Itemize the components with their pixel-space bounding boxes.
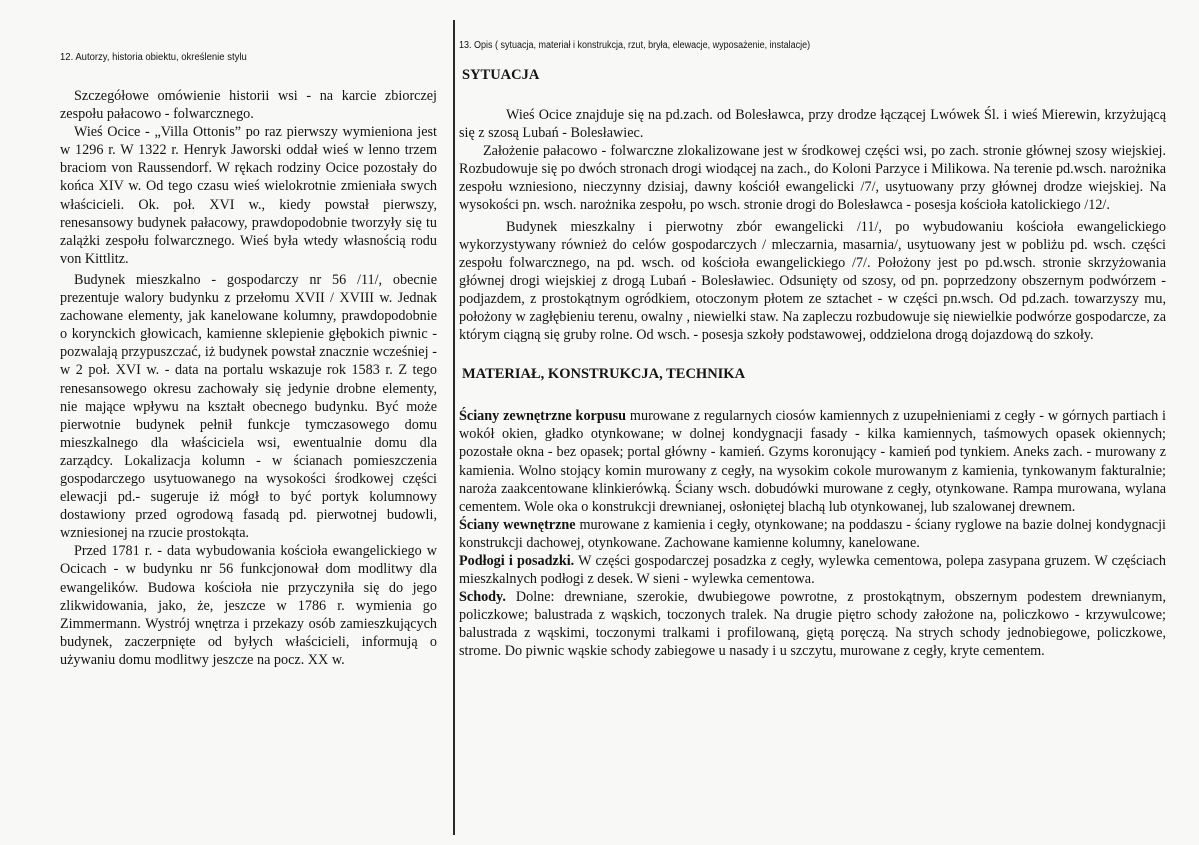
floors-label: Podłogi i posadzki.: [459, 552, 575, 569]
stairs-paragraph: [459, 588, 1166, 660]
situation-text: [459, 106, 1166, 344]
stairs-text: Dolne: drewniane, szerokie, dwubiegowe powrotne, z prostokątnym, obszernym podestem drewnianym, policzkowe; balustrada z wąskich, toczonych tralek. Na drugie piętro schody założone na, policzkowo - krzywulcowe; balustrada z wąskimi, toczonymi tralkami i profilowaną, giętą poręczą. Na strych schody jednobiegowe, policzkowe, strome. Do piwnic wąskie schody zabiegowe u nasady i u szczytu, murowane z cegły, kryte cementem.: [459, 589, 1166, 660]
interior-walls-label: Ściany wewnętrzne: [459, 516, 576, 533]
interior-walls-text: murowane z kamienia i cegły, otynkowane; na poddaszu - ściany ryglowe na bazie dolnej kondygnacji konstrukcji dachowej, otynkowane. Zachowane kamienne kolumny, kanelowane.: [459, 516, 1166, 551]
stairs-label: Schody.: [459, 589, 506, 606]
exterior-walls-paragraph: [459, 407, 1166, 516]
interior-walls-paragraph: [459, 516, 1166, 552]
exterior-walls-text: murowane z regularnych ciosów kamiennych z uzupełnieniami z cegły - w górnych partiach i wokół okien, gładko otynkowane; w dolnej kondygnacji fasady - kilka kamiennych, taśmowych opasek okiennych; pozostałe okna - bez opasek; portal główny - kamień. Gzyms koronujący - kamień pod tynkiem. Aneks zach. - murowany z kamienia. Wolno stojący komin murowany z cegły, na wysokim cokole murowanym z kamienia, tynkowanym fakturalnie; naroża zaakcentowane klinkierówką. Ściany wsch. dobudówki murowane z cegły, otynkowane. Rampa murowana, wylana cementem. Wole oka o konstrukcji drewnianej, osłoniętej blachą lub otynkowanej, lub szalowanej drewnem.: [459, 408, 1167, 515]
situation-paragraph: Budynek mieszkalny i pierwotny zbór ewangelicki /11/, po wybudowaniu kościoła ewangelickiego wykorzystywany również do celów gospodarczych / mleczarnia, masarnia/, usytuowany jest w pobliżu pd. wsch. części zespołu folwarcznego, na pd. wsch. od kościoła ewangelickiego /7/. Położony jest po pd.wsch. stronie skrzyżowania głównej drogi wiejskiej z drogą Lubań - Bolesławiec. Odsunięty od szosy, od pn. poprzedzony obszernym podwórzem - podjazdem, z prostokątnym ogródkiem, otoczonym płotem ze sztachet - w części pn.wsch. Od pd.zach. towarzyszy mu, położony w zagłębieniu terenu, owalny , niewielki staw. Na zapleczu rozbudowuje się niewielkie podwórze gospodarcze, za którym ciągną się gruby rolne. Od wsch. - posesja szkoły podstawowej, oddzielona drogą dojazdową do szkoły.: [459, 218, 1166, 344]
material-heading: MATERIAŁ, KONSTRUKCJA, TECHNIKA: [462, 366, 746, 383]
left-column: [60, 52, 437, 669]
situation-heading: SYTUACJA: [462, 67, 540, 83]
floors-paragraph: [459, 552, 1166, 588]
history-paragraph: Wieś Ocice - „Villa Ottonis” po raz pierwszy wymieniona jest w 1296 r. W 1322 r. Henryk Jaworski oddał wieś w lenno trzem braciom von Raussendorf. W rękach rodziny Ocice pozostały do końca XIV w. Od tego czasu wieś wielokrotnie zmieniała swych właścicieli. Ok. poł. XVI w., kiedy powstał pierwszy, renesansowy budynek pałacowy, prawdopodobnie tworzyły się tu zalążki zespołu folwarcznego. Wieś była wtedy własnością rodu von Kittlitz.: [60, 124, 437, 267]
situation-paragraph: Wieś Ocice znajduje się na pd.zach. od Bolesławca, przy drodze łączącej Lwówek Śl. i wieś Mierewin, krzyżującą się z szosą Lubań - Bolesławiec.: [459, 107, 1166, 142]
right-column: [459, 40, 1166, 661]
exterior-walls-label: Ściany zewnętrzne korpusu: [459, 408, 627, 425]
floors-text: W części gospodarczej posadzka z cegły, wylewka cementowa, polepa zasypana gruzem. W częściach mieszkalnych podłogi z desek. W sieni - wylewka cementowa.: [459, 552, 1166, 588]
history-paragraph: Szczegółowe omówienie historii wsi - na karcie zbiorczej zespołu pałacowo - folwarcznego.: [60, 88, 437, 123]
column-divider: [453, 20, 455, 835]
material-text: [459, 407, 1166, 660]
section-12-header: 12. Autorzy, historia obiektu, określenie stylu: [60, 52, 247, 63]
history-paragraph: Przed 1781 r. - data wybudowania kościoła ewangelickiego w Ocicach - w budynku nr 56 funkcjonował dom modlitwy dla ewangelików. Budowa kościoła nie przyczyniła się do jego zlikwidowania, jako, że, jeszcze w 1786 r. wymienia go Zimmermann. Wystrój wnętrza i przekazy osób zamieszkujących budynek, zaczerpnięte od byłych właścicieli, informują o używaniu domu modlitwy jeszcze na pocz. XX w.: [60, 543, 437, 668]
history-text: [60, 87, 437, 669]
section-13-header: 13. Opis ( sytuacja, materiał i konstrukcja, rzut, bryła, elewacje, wyposażenie, instalacje): [459, 40, 811, 51]
history-paragraph: Budynek mieszkalno - gospodarczy nr 56 /11/, obecnie prezentuje walory budynku z przełomu XVII / XVIII w. Jednak zachowane elementy, jak kanelowane kolumny, prawdopodobnie o korynckich głowicach, kamienne sklepienie głębokich piwnic - pozwalają przypuszczać, iż budynek powstał znacznie wcześniej - w 2 poł. XVI w. - data na portalu wskazuje rok 1583 r. Z tego renesansowego okresu zachowały się jedynie drobne elementy, nie mające wpływu na kształt obecnego budynku. Być może pierwotnie budynek pełnił funkcje tymczasowego domu mieszkalnego dla właściciela wsi, ewentualnie domu dla zarządcy. Lokalizacja kolumn - w ścianach pomieszczenia gospodarczego usytuowanego na wysokości środkowej części elewacji pd.- sugeruje iż mógł to być portyk kolumnowy dostawiony przed ogrodową fasadą pd. pierwotnej budowli, wzniesionej na rzucie prostokąta.: [60, 271, 437, 542]
situation-paragraph: Założenie pałacowo - folwarczne zlokalizowane jest w środkowej części wsi, po zach. stronie głównej szosy wiejskiej. Rozbudowuje się po dwóch stronach drogi wiodącej na zach., do Koloni Parzyce i Milikowa. Na terenie pd.wsch. narożnika zespołu wzniesiono, nieczynny dzisiaj, dawny kościół ewangelicki /7/, usytuowany przy głównej drodze wiejskiej. Na wysokości pn. wsch. narożnika zespołu, po wsch. stronie drogi do Bolesławca - posesja kościoła katolickiego /12/.: [459, 143, 1166, 214]
